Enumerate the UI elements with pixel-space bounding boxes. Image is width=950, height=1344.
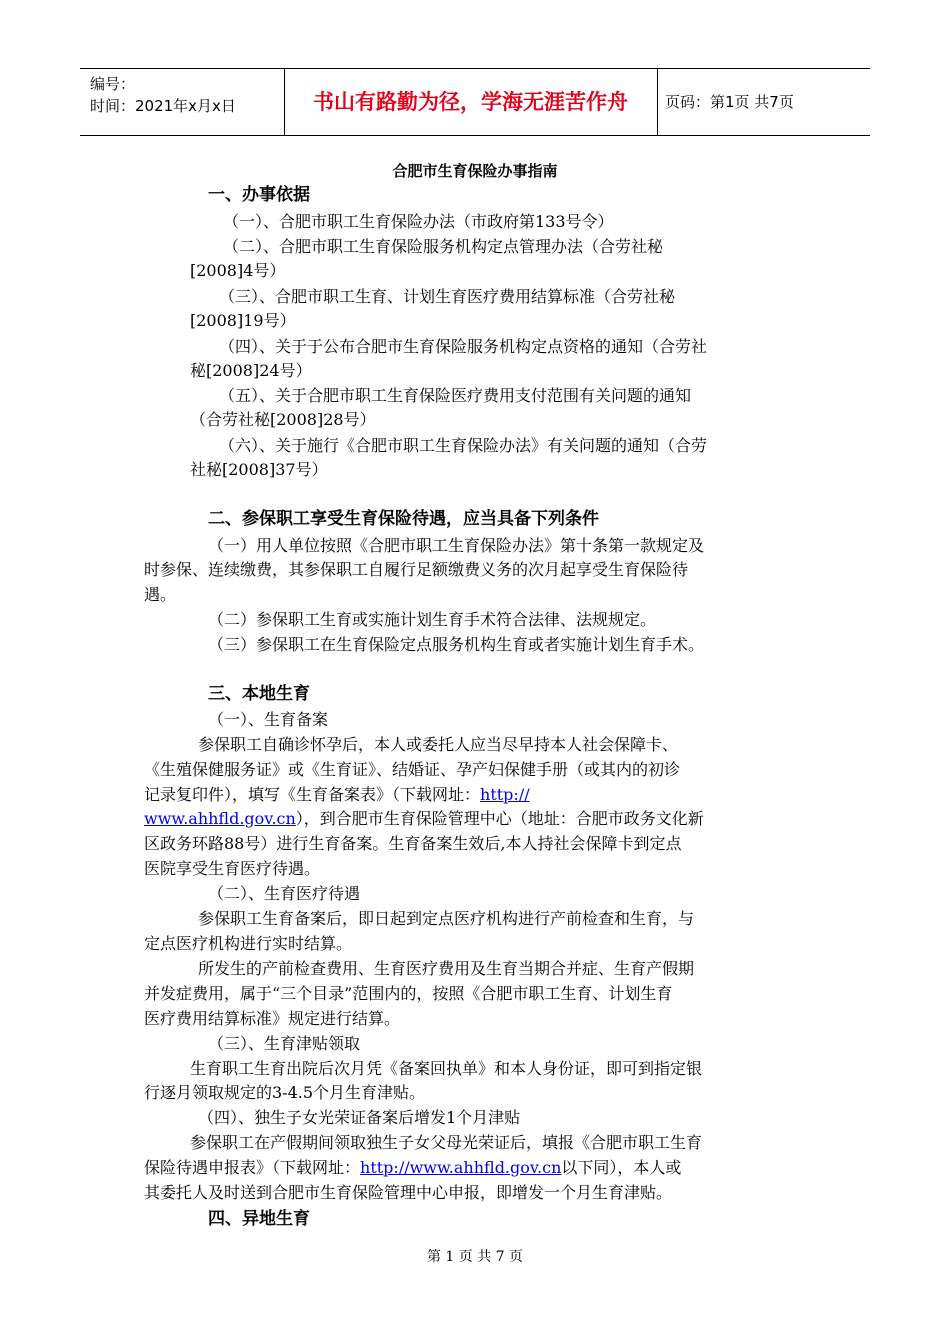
paragraph-line: （二）参保职工生育或实施计划生育手术符合法律、法规规定。	[208, 610, 657, 629]
download-link[interactable]: http://	[480, 785, 530, 804]
paragraph-line: 定点医疗机构进行实时结算。	[144, 934, 353, 953]
paragraph-line: [2008]19号）	[190, 311, 296, 330]
paragraph-line	[144, 807, 704, 831]
paragraph-line: [2008]4号）	[190, 261, 286, 280]
header-info	[90, 73, 236, 117]
page-footer: 第 1 页 共 7 页	[426, 1249, 524, 1265]
paragraph-line: 医疗费用结算标准》规定进行结算。	[144, 1009, 401, 1028]
paragraph-line: （三）、合肥市职工生育、计划生育医疗费用结算标准（合劳社秘	[219, 287, 676, 306]
paragraph-line: 并发症费用，属于“三个目录”范围内的，按照《合肥市职工生育、计划生育	[144, 984, 673, 1003]
paragraph-line: （一）用人单位按照《合肥市职工生育保险办法》第十条第一款规定及	[208, 536, 705, 555]
paragraph-line: （三）参保职工在生育保险定点服务机构生育或者实施计划生育手术。	[208, 635, 705, 654]
download-link[interactable]: www.ahhfld.gov.cn	[144, 809, 296, 828]
subsection-heading: （二）、生育医疗待遇	[208, 884, 361, 903]
paragraph-line: （一）、合肥市职工生育保险办法（市政府第133号令）	[223, 212, 614, 231]
page-header	[80, 68, 870, 136]
paragraph-line: 生育职工生育出院后次月凭《备案回执单》和本人身份证，即可到指定银	[190, 1059, 703, 1078]
header-divider	[657, 69, 658, 135]
paragraph-line: 区政务环路88号）进行生育备案。生育备案生效后,本人持社会保障卡到定点	[144, 834, 682, 853]
paragraph-line: 遇。	[144, 585, 177, 604]
section-heading: 一、办事依据	[208, 185, 310, 205]
paragraph-text: ），到合肥市生育保险管理中心（地址：合肥市政务文化新	[295, 809, 704, 828]
paragraph-line: 参保职工自确诊怀孕后，本人或委托人应当尽早持本人社会保障卡、	[198, 735, 679, 754]
paragraph-line: （六）、关于施行《合肥市职工生育保险办法》有关问题的通知（合劳	[219, 436, 708, 455]
time-label: 时间：2021年x月x日	[90, 97, 236, 115]
number-label: 编号：	[90, 75, 136, 93]
header-motto: 书山有路勤为径，学海无涯苦作舟	[313, 90, 628, 114]
paragraph-line: 参保职工生育备案后，即日起到定点医疗机构进行产前检查和生育，与	[198, 909, 695, 928]
paragraph-text: 以下同），本人或	[561, 1158, 682, 1177]
paragraph-line: 参保职工在产假期间领取独生子女父母光荣证后，填报《合肥市职工生育	[190, 1133, 703, 1152]
subsection-heading: （一）、生育备案	[208, 710, 329, 729]
paragraph-line: 其委托人及时送到合肥市生育保险管理中心申报，即增发一个月生育津贴。	[144, 1183, 673, 1202]
section-heading: 四、异地生育	[208, 1209, 310, 1229]
document-title: 合肥市生育保险办事指南	[392, 162, 558, 180]
paragraph-text: 保险待遇申报表》（下载网址：	[144, 1158, 361, 1177]
download-link[interactable]: http://www.ahhfld.gov.cn	[360, 1158, 562, 1177]
page-number-label: 页码：第1页 共7页	[665, 93, 794, 111]
paragraph-line	[144, 1156, 681, 1180]
paragraph-text: 记录复印件），填写《生育备案表》（下载网址：	[144, 785, 481, 804]
paragraph-line: （四）、关于于公布合肥市生育保险服务机构定点资格的通知（合劳社	[219, 337, 708, 356]
paragraph-line: （五）、关于合肥市职工生育保险医疗费用支付范围有关问题的通知	[219, 386, 692, 405]
section-heading: 二、参保职工享受生育保险待遇，应当具备下列条件	[208, 509, 599, 529]
paragraph-line: 秘[2008]24号）	[190, 361, 312, 380]
paragraph-line: 所发生的产前检查费用、生育医疗费用及生育当期合并症、生育产假期	[198, 959, 695, 978]
paragraph-line: （合劳社秘[2008]28号）	[190, 410, 376, 429]
paragraph-line	[144, 783, 530, 807]
subsection-heading: （四）、独生子女光荣证备案后增发1个月津贴	[198, 1108, 521, 1127]
section-heading: 三、本地生育	[208, 684, 310, 704]
subsection-heading: （三）、生育津贴领取	[208, 1034, 361, 1053]
paragraph-line: （二）、合肥市职工生育保险服务机构定点管理办法（合劳社秘	[223, 237, 664, 256]
paragraph-line: 社秘[2008]37号）	[190, 460, 328, 479]
paragraph-line: 医院享受生育医疗待遇。	[144, 859, 321, 878]
paragraph-line: 行逐月领取规定的3-4.5个月生育津贴。	[144, 1083, 426, 1102]
paragraph-line: 《生殖保健服务证》或《生育证》、结婚证、孕产妇保健手册（或其内的初诊	[144, 760, 681, 779]
paragraph-line: 时参保、连续缴费，其参保职工自履行足额缴费义务的次月起享受生育保险待	[144, 560, 689, 579]
